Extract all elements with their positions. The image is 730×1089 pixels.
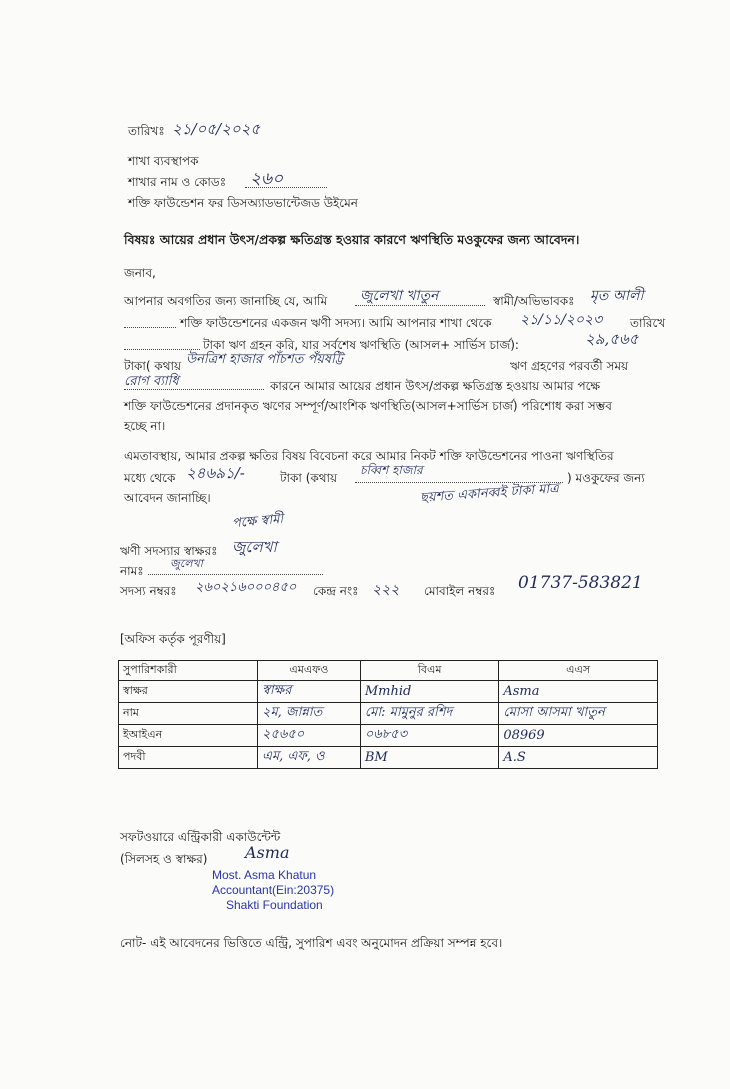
header-bm: বিএম: [360, 661, 498, 681]
guardian-label: স্বামী/অভিভাবকঃ: [493, 294, 575, 308]
loan-date: ২১/১১/২০২৩: [520, 312, 603, 328]
as-name: মোসা আসমা খাতুন: [499, 703, 658, 725]
p2-words-label: টাকা (কথায়: [280, 471, 338, 485]
member-name: জুলেখা: [170, 557, 203, 570]
p2-line3: আবেদন জানাচ্ছি।: [124, 491, 211, 505]
stamp-role: Accountant(Ein:20375): [212, 883, 335, 897]
accountant-seal-note: (সিলসহ ও স্বাক্ষর): [120, 852, 208, 866]
bm-name: মো: মামুনুর রশিদ: [360, 703, 498, 725]
mfo-designation: এম, এফ, ও: [258, 747, 361, 769]
member-no-label: সদস্য নম্বরঃ: [120, 584, 177, 598]
waiver-words-b: ছয়শত একানব্বই টাকা মাত্র: [419, 481, 560, 506]
applicant-name: জুলেখা খাতুন: [360, 288, 439, 304]
table-row: [119, 703, 658, 725]
member-signature-label: ঋণী সদস্যার স্বাক্ষরঃ: [120, 544, 218, 558]
member-name-label: নামঃ: [120, 564, 144, 578]
mfo-ein: ২৫৬৫০: [258, 725, 361, 747]
date-value: ২১/০৫/২০২৫: [172, 120, 261, 138]
table-row: [119, 747, 658, 769]
table-row: [119, 661, 658, 681]
accountant-title: সফটওয়ারে এন্ট্রিকারী একাউন্টেন্ট: [120, 830, 281, 844]
center-no: ২২২: [372, 582, 400, 598]
as-designation: A.S: [499, 747, 658, 769]
p1-line7: হচ্ছে না।: [124, 419, 166, 433]
stamp-org: Shakti Foundation: [226, 898, 323, 912]
p2-line2-end: ) মওকুফের জন্য: [567, 471, 645, 485]
name-dots: [355, 305, 485, 306]
member-no: ২৬০২১৬০০০৪৫০: [195, 580, 297, 595]
subject-line: বিষয়ঃ আয়ের প্রধান উৎস/প্রকল্প ক্ষতিগ্রস্ত হওয়ার কারণে ঋণস্থিতি মওকুফের জন্য আবেদন।: [124, 232, 580, 247]
branch-dots: [245, 187, 327, 188]
p1-line6: শক্তি ফাউন্ডেশনের প্রদানকৃত ঋণের সম্পূর্ণ/আংশিক ঋণস্থিতি(আসল+সার্ভিস চার্জ) পরিশোধ করা সম্ভব: [124, 399, 612, 413]
waiver-words-a: চব্বিশ হাজার: [360, 463, 423, 477]
branch-code-value: ২৬০: [250, 169, 284, 189]
p1-line2: শক্তি ফাউন্ডেশনের একজন ঋণী সদস্য। আমি আপনার শাখা থেকে: [180, 316, 492, 330]
balance-in-words: উনত্রিশ হাজার পাঁচশত পঁয়ষট্টি: [186, 352, 344, 367]
office-caption: [অফিস কর্তৃক পূরণীয়]: [120, 632, 226, 646]
mobile-label: মোবাইল নম্বরঃ: [424, 584, 496, 598]
damage-reason: রোগ ব্যাধি: [124, 374, 179, 389]
row-label-designation: পদবী: [119, 747, 258, 769]
p1-line3: টাকা ঋণ গ্রহন করি, যার সর্বশেষ ঋণস্থিতি (আসল+ সার্ভিস চার্জ):: [203, 338, 519, 352]
on-behalf-note: পক্ষে স্বামী: [231, 511, 284, 532]
office-table: [118, 660, 658, 769]
row-label-name: নাম: [119, 703, 258, 725]
reason-dots: [124, 389, 264, 390]
member-signature: জুলেখা: [232, 538, 277, 556]
header-mfo: এমএফও: [258, 661, 361, 681]
footer-note: নোট- এই আবেদনের ভিত্তিতে এন্ট্রি, সুপারিশ এবং অনুমোদন প্রক্রিয়া সম্পন্ন হবে।: [120, 936, 503, 950]
member-name-dots: [148, 574, 323, 575]
table-row: [119, 681, 658, 703]
as-signature: Asma: [499, 681, 658, 703]
header-recommender: সুপারিশকারী: [119, 661, 258, 681]
waiver-amount: ২৪৬৯১/-: [186, 464, 245, 482]
row-label-signature: স্বাক্ষর: [119, 681, 258, 703]
p1-line4: টাকা( কথায়: [124, 359, 182, 373]
p1-line4-end: ঋণ গ্রহণের পরবর্তী সময়: [510, 359, 629, 373]
accountant-stamp: [212, 868, 334, 913]
mfo-name: ২ম, জান্নাত: [258, 703, 361, 725]
stamp-name: Most. Asma Khatun: [212, 868, 317, 882]
salutation: জনাব,: [124, 266, 156, 280]
accountant-signature: Asma: [245, 843, 290, 862]
manager-label: শাখা ব্যবস্থাপক: [128, 154, 199, 168]
bm-designation: BM: [360, 747, 498, 769]
p1-line5: কারনে আমার আয়ের প্রধান উৎস/প্রকল্প ক্ষতিগ্রস্ত হওয়ায় আমার পক্ষে: [270, 379, 601, 393]
dots-l2: [124, 327, 176, 328]
guardian-value: মৃত আলী: [590, 288, 644, 304]
bm-signature: Mmhid: [360, 681, 498, 703]
center-label: কেন্দ্র নংঃ: [313, 584, 359, 598]
branch-label: শাখার নাম ও কোডঃ: [128, 175, 227, 189]
row-label-ein: ইআইএন: [119, 725, 258, 747]
as-ein: 08969: [499, 725, 658, 747]
p1-line2-end: তারিখে: [630, 316, 666, 330]
org-name: শক্তি ফাউন্ডেশন ফর ডিসঅ্যাডভান্টেজড উইমেন: [128, 196, 358, 210]
p2-line2: মধ্যে থেকে: [124, 471, 176, 485]
date-label: তারিখঃ: [128, 124, 165, 138]
header-as: এএস: [499, 661, 658, 681]
loan-balance: ২৯,৫৬৫: [585, 330, 639, 348]
bm-ein: ০৬৮৫৩: [360, 725, 498, 747]
mobile-number: 01737-583821: [518, 573, 643, 593]
p2-line1: এমতাবস্থায়, আমার প্রকল্প ক্ষতির বিষয় বিবেচনা করে আমার নিকট শক্তি ফাউন্ডেশনের পাওনা ঋণস্থিতির: [124, 449, 614, 463]
mfo-signature: স্বাক্ষর: [258, 681, 361, 703]
table-row: [119, 725, 658, 747]
p1-line1: আপনার অবগতির জন্য জানাচ্ছি যে, আমি: [124, 294, 328, 308]
